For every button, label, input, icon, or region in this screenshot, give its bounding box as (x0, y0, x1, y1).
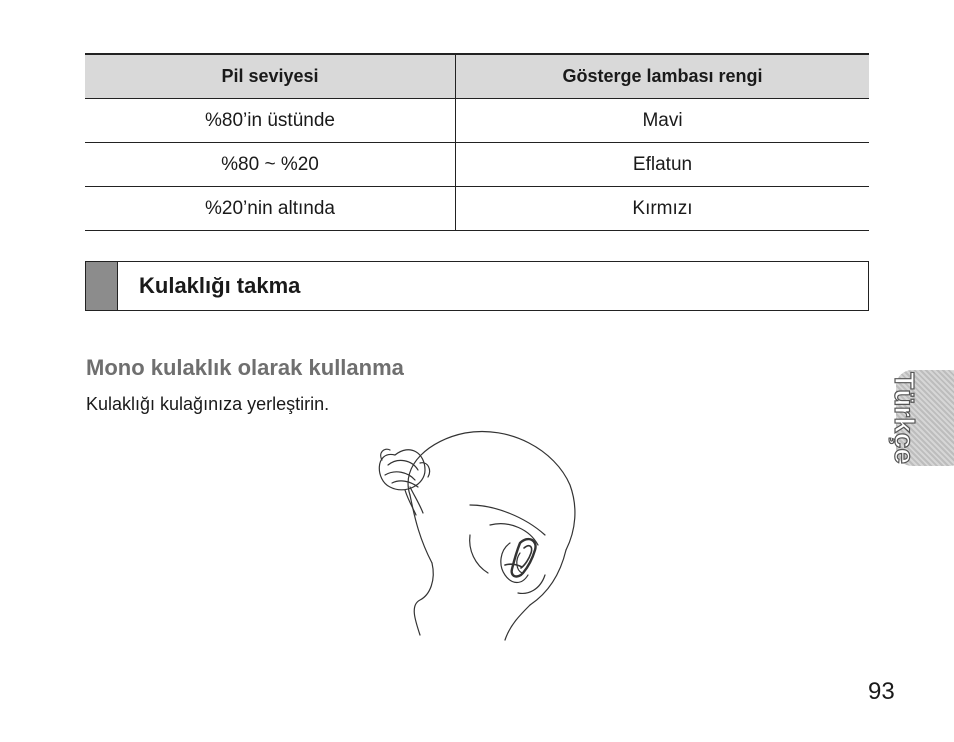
subsection-heading: Mono kulaklık olarak kullanma (86, 355, 404, 380)
section-marker (86, 262, 118, 310)
battery-level-table (85, 53, 869, 231)
section-header (85, 261, 869, 311)
table-row (85, 99, 869, 143)
table-row (85, 143, 869, 187)
instruction-text: Kulaklığı kulağınıza yerleştirin. (86, 394, 330, 414)
table-cell: %20’nin altında (85, 187, 456, 231)
language-tab-label: Türkçe (889, 372, 920, 464)
table-cell: Eflatun (456, 143, 870, 187)
table-cell: Kırmızı (456, 187, 870, 231)
wearing-earpiece-illustration (370, 425, 590, 645)
language-tab (889, 370, 954, 466)
section-title: Kulaklığı takma (139, 273, 301, 298)
column-header: Gösterge lambası rengi (456, 54, 870, 99)
table-cell: Mavi (456, 99, 870, 143)
page-number: 93 (868, 678, 895, 705)
table-cell: %80’in üstünde (85, 99, 456, 143)
table-row (85, 187, 869, 231)
table-cell: %80 ~ %20 (85, 143, 456, 187)
table-header-row (85, 54, 869, 99)
column-header: Pil seviyesi (85, 54, 456, 99)
